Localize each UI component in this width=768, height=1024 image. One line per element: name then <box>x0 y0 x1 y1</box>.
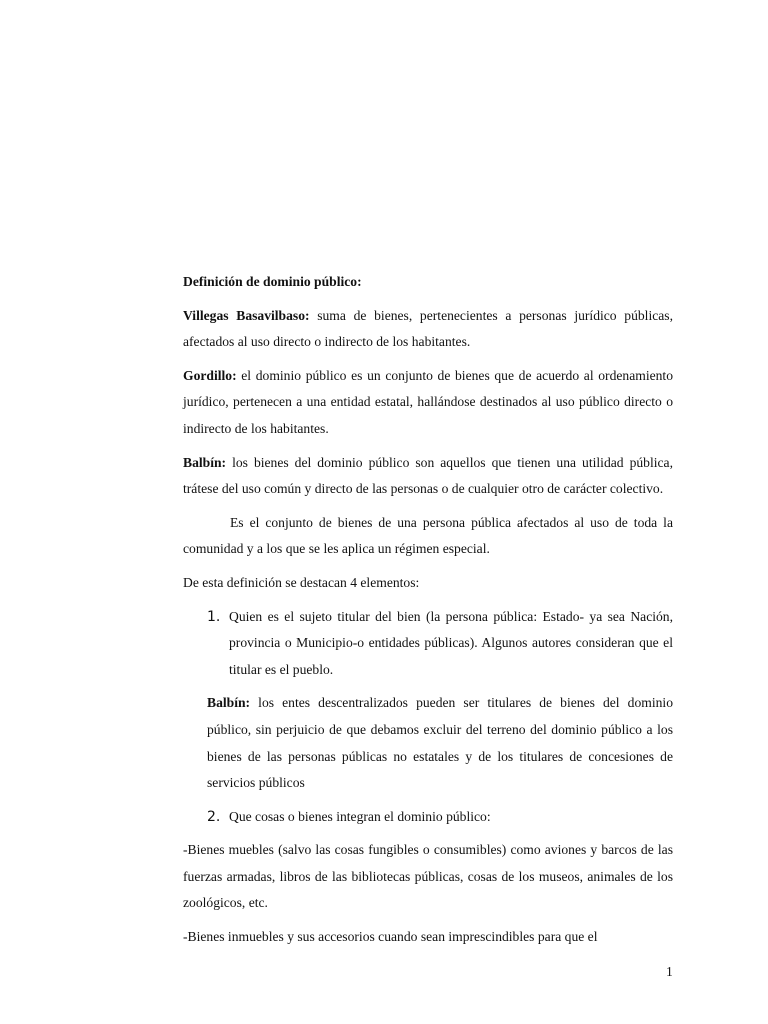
document-body <box>183 269 673 958</box>
paragraph-balbin-sub <box>207 690 673 796</box>
list-item-text: Que cosas o bienes integran el dominio público: <box>229 808 491 824</box>
list-item <box>183 804 673 831</box>
paragraph-bienes-muebles: -Bienes muebles (salvo las cosas fungibles o consumibles) como aviones y barcos de las fuerzas armadas, libros de las bibliotecas públicas, cosas de los museos, animales de los zoológicos, etc. <box>183 842 673 911</box>
paragraph-balbin <box>183 450 673 503</box>
paragraph-gordillo-text: el dominio público es un conjunto de bienes que de acuerdo al ordenamiento jurídico, pertenecen a una entidad estatal, hallándose destinados al uso público directo o indirecto de los habitantes. <box>183 367 673 436</box>
page-number: 1 <box>666 964 673 979</box>
paragraph-definition: Es el conjunto de bienes de una persona pública afectados al uso de toda la comunidad y a los que se les aplica un régimen especial. <box>183 514 673 557</box>
list-number: 2. <box>207 808 221 825</box>
list-item <box>183 604 673 684</box>
paragraph-elements-intro: De esta definición se destacan 4 elementos: <box>183 574 420 590</box>
paragraph-balbin-sub-text: los entes descentralizados pueden ser titulares de bienes del dominio público, sin perjuicio de que debamos excluir del terreno del dominio público a los bienes de las personas públicas no estatales y de los titulares de concesiones de servicios públicos <box>207 695 673 791</box>
paragraph-balbin-text: los bienes del dominio público son aquellos que tienen una utilidad pública, trátese del uso común y directo de las personas o de cualquier otro de carácter colectivo. <box>183 454 673 497</box>
author-label-villegas: Villegas Basavilbaso: <box>183 307 310 323</box>
paragraph-bienes-inmuebles: -Bienes inmuebles y sus accesorios cuando sean imprescindibles para que el <box>183 929 598 945</box>
paragraph-villegas-text: suma de bienes, pertenecientes a personas jurídico públicas, afectados al uso directo o indirecto de los habitantes. <box>183 307 673 350</box>
list-item-text: Quien es el sujeto titular del bien (la persona pública: Estado- ya sea Nación, provincia o Municipio-o entidades públicas). Algunos autores consideran que el titular es el pueblo. <box>229 608 673 677</box>
paragraph-villegas <box>183 303 673 356</box>
section-heading: Definición de dominio público: <box>183 274 362 289</box>
paragraph-gordillo <box>183 363 673 443</box>
author-label-balbin-sub: Balbín: <box>207 695 251 711</box>
author-label-gordillo: Gordillo: <box>183 367 237 383</box>
author-label-balbin: Balbín: <box>183 454 227 470</box>
list-number: 1. <box>207 608 221 625</box>
